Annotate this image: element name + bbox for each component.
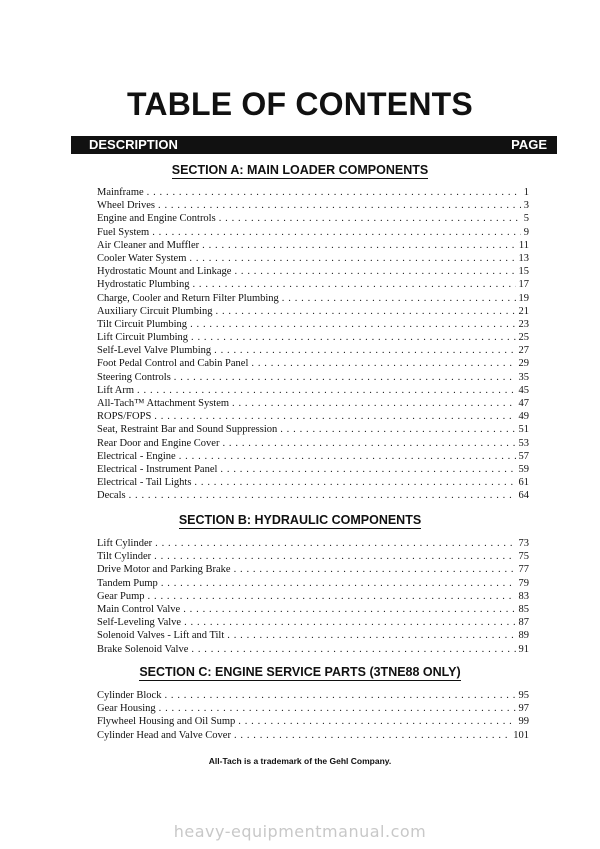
section-c-heading-text: SECTION C: ENGINE SERVICE PARTS (3TNE88 ONLY): [139, 665, 461, 679]
toc-entry-page-number: 75: [518, 551, 529, 563]
dot-leader: [191, 331, 516, 344]
toc-entry-page-number: 95: [518, 690, 529, 701]
dot-leader: [158, 199, 521, 212]
toc-entry[interactable]: [97, 384, 529, 397]
toc-entry-label: Tandem Pump: [97, 577, 158, 589]
toc-entry[interactable]: [97, 371, 529, 384]
dot-leader: [183, 603, 515, 616]
toc-entry-label: Wheel Drives: [97, 200, 156, 212]
toc-entry[interactable]: [97, 212, 529, 225]
toc-entry-label: Self-Leveling Valve: [97, 617, 182, 629]
description-column-label: DESCRIPTION: [89, 137, 178, 152]
toc-entry-page-number: 1: [523, 187, 529, 198]
toc-entry-label: Solenoid Valves - Lift and Tilt: [97, 630, 225, 642]
toc-entry-label: Lift Circuit Plumbing: [97, 332, 188, 344]
section-a-list: [97, 186, 529, 503]
dot-leader: [147, 186, 521, 199]
dot-leader: [194, 476, 515, 489]
toc-entry-page-number: 21: [518, 305, 529, 317]
toc-entry-page-number: 19: [518, 292, 529, 304]
toc-entry[interactable]: [97, 603, 529, 616]
dot-leader: [202, 239, 516, 252]
toc-entry-label: Hydrostatic Plumbing: [97, 279, 190, 291]
column-header-bar: [71, 136, 557, 154]
toc-entry[interactable]: [97, 410, 529, 423]
dot-leader: [227, 629, 515, 642]
toc-entry[interactable]: [97, 239, 529, 252]
toc-entry-label: All-Tach™ Attachment System: [97, 398, 230, 409]
dot-leader: [159, 702, 516, 715]
toc-entry-label: Electrical - Instrument Panel: [97, 463, 218, 475]
toc-entry-label: Auxiliary Circuit Plumbing: [97, 305, 213, 317]
toc-entry-label: Mainframe: [97, 187, 144, 198]
toc-entry-label: Self-Level Valve Plumbing: [97, 345, 212, 357]
dot-leader: [174, 371, 516, 384]
dot-leader: [154, 410, 515, 423]
toc-entry-label: ROPS/FOPS: [97, 411, 152, 423]
toc-entry-page-number: 3: [523, 200, 529, 212]
toc-entry[interactable]: [97, 278, 529, 291]
toc-entry-page-number: 85: [518, 603, 529, 615]
toc-entry-page-number: 47: [518, 398, 529, 409]
section-c-list: [97, 689, 529, 742]
toc-entry[interactable]: [97, 292, 529, 305]
page-column-label: PAGE: [511, 137, 547, 152]
dot-leader: [155, 537, 515, 550]
toc-entry-label: Cylinder Head and Valve Cover: [97, 729, 231, 741]
section-c-heading: [0, 665, 600, 679]
toc-entry-label: Tilt Cylinder: [97, 551, 152, 563]
dot-leader: [190, 318, 515, 331]
toc-entry[interactable]: [97, 590, 529, 603]
dot-leader: [220, 463, 515, 476]
toc-entry-page-number: 53: [518, 437, 529, 449]
toc-entry-page-number: 45: [518, 384, 529, 396]
toc-entry[interactable]: [97, 463, 529, 476]
toc-entry[interactable]: [97, 437, 529, 450]
toc-entry-page-number: 11: [518, 239, 529, 251]
toc-entry[interactable]: [97, 715, 529, 728]
dot-leader: [234, 563, 516, 576]
toc-entry[interactable]: [97, 643, 529, 656]
toc-entry-page-number: 91: [518, 643, 529, 655]
toc-entry[interactable]: [97, 537, 529, 550]
toc-entry-page-number: 87: [518, 617, 529, 629]
toc-entry-label: Hydrostatic Mount and Linkage: [97, 266, 232, 278]
dot-leader: [234, 729, 510, 742]
dot-leader: [219, 212, 521, 225]
toc-entry[interactable]: [97, 702, 529, 715]
toc-entry-label: Lift Cylinder: [97, 538, 153, 549]
toc-entry[interactable]: [97, 397, 529, 410]
section-b-heading: [0, 513, 600, 527]
toc-entry-label: Fuel System: [97, 226, 150, 238]
toc-entry-label: Air Cleaner and Muffler: [97, 239, 200, 251]
toc-entry-label: Drive Motor and Parking Brake: [97, 564, 231, 576]
toc-entry[interactable]: [97, 616, 529, 629]
dot-leader: [148, 590, 516, 603]
toc-entry[interactable]: [97, 199, 529, 212]
dot-leader: [251, 357, 515, 370]
toc-entry-label: Gear Pump: [97, 590, 145, 602]
dot-leader: [222, 437, 515, 450]
toc-entry-page-number: 59: [518, 463, 529, 475]
toc-entry-page-number: 77: [518, 564, 529, 576]
toc-entry-page-number: 35: [518, 371, 529, 383]
toc-entry-page-number: 97: [518, 703, 529, 715]
toc-entry[interactable]: [97, 265, 529, 278]
toc-entry-label: Flywheel Housing and Oil Sump: [97, 716, 236, 728]
toc-entry-page-number: 61: [518, 477, 529, 489]
toc-entry-label: Decals: [97, 490, 126, 502]
toc-entry[interactable]: [97, 577, 529, 590]
toc-entry-page-number: 25: [518, 332, 529, 344]
dot-leader: [184, 616, 515, 629]
toc-entry[interactable]: [97, 729, 529, 742]
section-b-heading-text: SECTION B: HYDRAULIC COMPONENTS: [178, 513, 422, 527]
toc-entry-label: Cooler Water System: [97, 252, 187, 264]
toc-entry[interactable]: [97, 186, 529, 199]
dot-leader: [152, 226, 521, 239]
toc-entry-label: Tilt Circuit Plumbing: [97, 318, 188, 330]
toc-entry[interactable]: [97, 305, 529, 318]
toc-entry-page-number: 79: [518, 577, 529, 589]
toc-entry[interactable]: [97, 629, 529, 642]
toc-entry-label: Steering Controls: [97, 371, 171, 383]
toc-entry-page-number: 23: [518, 318, 529, 330]
dot-leader: [282, 292, 516, 305]
toc-entry-label: Brake Solenoid Valve: [97, 643, 189, 655]
dot-leader: [214, 344, 515, 357]
toc-entry[interactable]: [97, 489, 529, 502]
toc-entry-label: Electrical - Tail Lights: [97, 477, 192, 489]
dot-leader: [280, 423, 515, 436]
dot-leader: [191, 643, 515, 656]
toc-entry[interactable]: [97, 450, 529, 463]
toc-entry-page-number: 27: [518, 345, 529, 357]
dot-leader: [238, 715, 515, 728]
dot-leader: [179, 450, 516, 463]
toc-entry-page-number: 73: [518, 538, 529, 549]
toc-entry[interactable]: [97, 423, 529, 436]
toc-entry-page-number: 99: [518, 716, 529, 728]
toc-entry-page-number: 64: [518, 490, 529, 502]
toc-entry-label: Electrical - Engine: [97, 450, 176, 462]
toc-entry[interactable]: [97, 689, 529, 702]
toc-entry-label: Gear Housing: [97, 703, 156, 715]
toc-entry[interactable]: [97, 318, 529, 331]
toc-entry-label: Cylinder Block: [97, 690, 162, 701]
toc-entry[interactable]: [97, 550, 529, 563]
toc-entry-label: Foot Pedal Control and Cabin Panel: [97, 358, 249, 370]
toc-entry-page-number: 15: [518, 266, 529, 278]
dot-leader: [234, 265, 515, 278]
toc-entry-page-number: 9: [523, 226, 529, 238]
toc-entry-page-number: 29: [518, 358, 529, 370]
toc-entry[interactable]: [97, 476, 529, 489]
section-a-heading: [0, 163, 600, 177]
toc-entry-label: Engine and Engine Controls: [97, 213, 216, 225]
toc-entry-page-number: 5: [523, 213, 529, 225]
section-a-heading-text: SECTION A: MAIN LOADER COMPONENTS: [171, 163, 429, 177]
dot-leader: [232, 397, 515, 410]
toc-entry-page-number: 101: [513, 729, 529, 741]
dot-leader: [192, 278, 515, 291]
toc-entry-page-number: 57: [518, 450, 529, 462]
toc-entry-label: Main Control Valve: [97, 603, 181, 615]
watermark: heavy-equipmentmanual.com: [173, 822, 427, 841]
toc-entry-label: Lift Arm: [97, 384, 135, 396]
dot-leader: [154, 550, 515, 563]
toc-entry[interactable]: [97, 344, 529, 357]
toc-entry-label: Seat, Restraint Bar and Sound Suppression: [97, 424, 278, 436]
dot-leader: [137, 384, 515, 397]
dot-leader: [129, 489, 516, 502]
toc-entry-page-number: 83: [518, 590, 529, 602]
toc-entry-page-number: 51: [518, 424, 529, 436]
toc-entry-page-number: 89: [518, 630, 529, 642]
toc-entry-page-number: 49: [518, 411, 529, 423]
toc-entry[interactable]: [97, 226, 529, 239]
toc-entry[interactable]: [97, 357, 529, 370]
toc-entry[interactable]: [97, 252, 529, 265]
dot-leader: [164, 689, 515, 702]
dot-leader: [216, 305, 516, 318]
toc-entry-label: Charge, Cooler and Return Filter Plumbing: [97, 292, 279, 304]
toc-entry-page-number: 17: [518, 279, 529, 291]
page-title: TABLE OF CONTENTS: [127, 86, 473, 122]
trademark-note: All-Tach is a trademark of the Gehl Company.: [208, 756, 392, 766]
toc-entry[interactable]: [97, 563, 529, 576]
section-b-list: [97, 537, 529, 656]
toc-entry[interactable]: [97, 331, 529, 344]
toc-entry-page-number: 13: [518, 252, 529, 264]
dot-leader: [189, 252, 515, 265]
dot-leader: [161, 577, 516, 590]
toc-entry-label: Rear Door and Engine Cover: [97, 437, 220, 449]
